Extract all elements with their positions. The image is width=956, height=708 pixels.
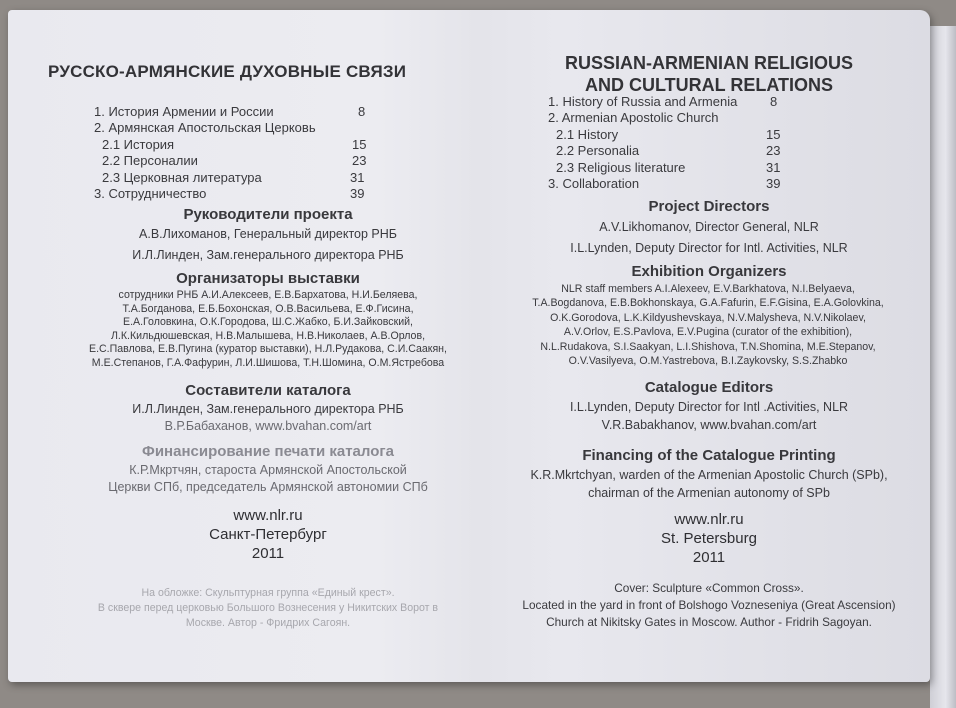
toc-item: 3. Сотрудничество 39 bbox=[94, 185, 365, 201]
toc-item: 2.3 Religious literature 31 bbox=[556, 159, 781, 175]
catalogue-page-spread bbox=[8, 10, 930, 682]
english-editors: I.L.Lynden, Deputy Director for Intl .Activities, NLR V.R.Babakhanov, www.bvahan.com/art bbox=[569, 400, 849, 432]
english-directors: A.V.Likhomanov, Director General, NLR I.L.Lynden, Deputy Director for Intl. Activities, NLR bbox=[570, 220, 848, 255]
english-financing-heading: Financing of the Catalogue Printing bbox=[582, 447, 836, 464]
english-editors-heading: Catalogue Editors bbox=[644, 379, 774, 396]
english-table-of-contents bbox=[548, 94, 838, 192]
toc-item: 2.3 Церковная литература 31 bbox=[102, 169, 365, 185]
russian-cover-note: На обложке: Скульптурная группа «Единый крест». В сквере перед церковью Большого Вознесения у Никитских Ворот в Москве. Автор - Фридрих Сагоян. bbox=[97, 587, 439, 629]
toc-item: 2.2 Personalia 23 bbox=[556, 143, 781, 159]
toc-item: 3. Collaboration 39 bbox=[548, 175, 781, 191]
toc-item: 1. История Армении и России 8 bbox=[94, 104, 366, 119]
russian-organizers-heading: Организаторы выставки bbox=[176, 270, 360, 287]
russian-imprint: www.nlr.ru Санкт-Петербург 2011 bbox=[58, 506, 478, 563]
english-imprint: www.nlr.ru St. Petersburg 2011 bbox=[504, 510, 914, 567]
website-link: www.nlr.ru bbox=[233, 507, 303, 524]
russian-organizers: сотрудники РНБ А.И.Алексеев, Е.В.Бархатова, Н.И.Беляева, Т.А.Богданова, Е.Б.Бохонская, О.В.Васильева, Е.Ф.Гисина, Е.А.Головкина, О.К.Городова, Ш.С.Жабко, Б.И.Зайковский, Л.К.Кильдюшевская, Н.В.Малышева, Н.В.Николаев, А.В.Орлов, Е.С.Павлова, Е.В.Пугина (куратор выставки), Н.Л.Рудакова, С.И.Саакян, М.Е.Степанов, Г.А.Фафурин, Л.И.Шишова, Т.Н.Шомина, О.М.Ястребова bbox=[89, 289, 447, 369]
english-organizers-heading: Exhibition Organizers bbox=[631, 263, 787, 280]
russian-directors: А.В.Лихоманов, Генеральный директор РНБ И.Л.Линден, Зам.генерального директора РНБ bbox=[132, 227, 404, 262]
russian-editors-heading: Составители каталога bbox=[185, 382, 351, 399]
english-cover-note: Cover: Sculpture «Common Cross». Located in the yard in front of Bolshogo Vozneseniya (Great Ascension) Church at Nikitsky Gates in Moscow. Author - Fridrih Sagoyan. bbox=[522, 581, 896, 629]
russian-title: РУССКО-АРМЯНСКИЕ ДУХОВНЫЕ СВЯЗИ bbox=[48, 62, 407, 81]
website-link: www.nlr.ru bbox=[674, 511, 744, 528]
toc-item: 1. History of Russia and Armenia 8 bbox=[548, 94, 778, 109]
russian-table-of-contents bbox=[94, 104, 384, 202]
russian-directors-heading: Руководители проекта bbox=[183, 206, 353, 223]
english-directors-heading: Project Directors bbox=[648, 198, 770, 215]
english-title: RUSSIAN-ARMENIAN RELIGIOUS AND CULTURAL RELATIONS bbox=[564, 53, 853, 95]
toc-item: 2. Armenian Apostolic Church bbox=[548, 110, 719, 126]
russian-editors: И.Л.Линден, Зам.генерального директора РНБ В.Р.Бабаханов, www.bvahan.com/art bbox=[132, 402, 404, 433]
toc-item: 2.2 Персоналии 23 bbox=[102, 153, 367, 169]
russian-financing: К.Р.Мкртчян, староста Армянской Апостольской Церкви СПб, председатель Армянской автономии СПб bbox=[108, 463, 428, 494]
english-organizers: NLR staff members A.I.Alexeev, E.V.Barkhatova, N.I.Belyaeva, T.A.Bogdanova, E.B.Bokhonskaya, G.A.Fafurin, E.F.Gisina, E.A.Golovkina, O.K.Gorodova, L.K.Kildyushevskaya, N.V.Malysheva, N.V.Nikolaev, A.V.Orlov, E.S.Pavlova, E.V.Pugina (curator of the exhibition), N.L.Rudakova, S.I.Saakyan, L.I.Shishova, T.N.Shomina, M.E.Stepanov, O.V.Vasilyeva, O.M.Yastrebova, B.I.Zaykovsky, S.S.Zhabko bbox=[532, 283, 884, 368]
toc-item: 2. Армянская Апостольская Церковь bbox=[94, 120, 316, 136]
english-financing: K.R.Mkrtchyan, warden of the Armenian Apostolic Church (SPb), chairman of the Armenian autonomy of SPb bbox=[530, 468, 888, 500]
toc-item: 2.1 История 15 bbox=[102, 136, 367, 152]
russian-financing-heading: Финансирование печати каталога bbox=[142, 443, 394, 460]
toc-item: 2.1 History 15 bbox=[556, 126, 781, 142]
